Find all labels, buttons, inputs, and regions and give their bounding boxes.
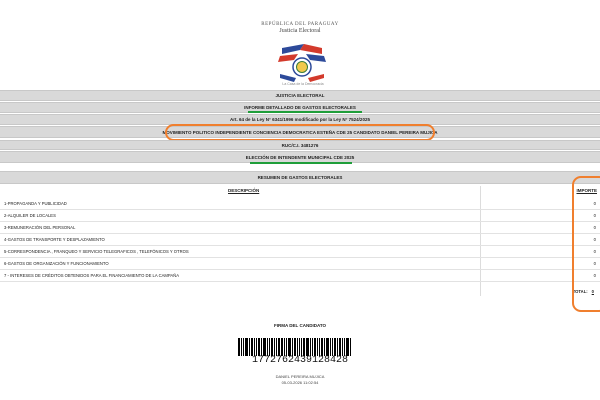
row-description: 6-GASTOS DE ORGANIZACIÓN Y FUNCIONAMIENTO (4, 261, 109, 266)
row-amount: 0 (593, 237, 596, 242)
row-amount: 0 (593, 213, 596, 218)
barcode-bar (344, 338, 345, 356)
logo-tagline: La Casa de la Democracia (282, 82, 324, 86)
barcode-bar (278, 338, 280, 356)
movement-name: MOVIMIENTO POLITICO INDEPENDIENTE CONCIENCIA DEMOCRATICA ESTEÑA CDE 25 CANDIDATO DANIEL PEREIRA MUJICA (162, 130, 438, 135)
barcode-bar (330, 338, 331, 356)
row-description: 2-ALQUILER DE LOCALES (4, 213, 56, 218)
row-description: 5-CORRESPONDENCIA , FRANQUEO Y SERVICIO TELEGRAFICOS , TELEFÓNICOS Y OTROS (4, 249, 189, 254)
barcode-bar (337, 338, 338, 356)
row-amount: 0 (593, 201, 596, 206)
movement-highlight-box (165, 124, 435, 141)
signer-name: DANIEL PEREIRA MUJICA (275, 374, 325, 379)
barcode-bar (256, 338, 257, 356)
barcode-bar (243, 338, 244, 356)
band-ruc (0, 140, 600, 150)
law-reference: Art. 64 de la Ley N° 6341/1996 modificado por la Ley N° 7524/2025 (230, 117, 370, 122)
barcode-bar (306, 338, 309, 356)
table-row (0, 198, 600, 210)
table-row (0, 258, 600, 270)
barcode-bar (292, 338, 293, 356)
barcode-bar (303, 338, 305, 356)
table-row (0, 222, 600, 234)
summary-table-title: RESUMEN DE GASTOS ELECTORALES (0, 171, 600, 184)
barcode-bar (301, 338, 302, 356)
republic-label: REPÚBLICA DEL PARAGUAY (261, 22, 339, 27)
barcode-bar (238, 338, 240, 356)
ruc-number: RUC/C.I. 3481276 (281, 143, 319, 148)
column-header-description: DESCRIPCIÓN (228, 188, 260, 193)
signer-block (0, 374, 600, 386)
barcode-bar (310, 338, 311, 356)
barcode-bar (269, 338, 270, 356)
band-title (0, 90, 600, 101)
barcode-bar (261, 338, 262, 356)
row-description: 4-GASTOS DE TRANSPORTE Y DESPLAZAMIENTO (4, 237, 105, 242)
report-underline (248, 111, 362, 113)
barcode-bar (288, 338, 291, 356)
barcode-bar (332, 338, 333, 356)
barcode-bar (286, 338, 287, 356)
total-label: TOTAL: (572, 289, 588, 294)
band-title-text: JUSTICIA ELECTORAL (275, 93, 325, 98)
row-amount: 0 (593, 249, 596, 254)
barcode-bar (245, 338, 248, 356)
amount-highlight-box (572, 176, 600, 312)
row-amount: 0 (593, 225, 596, 230)
row-amount: 0 (593, 261, 596, 266)
barcode-bar (326, 338, 329, 356)
election-name: ELECCIÓN DE INTENDENTE MUNICIPAL CDE 2025 (245, 155, 355, 160)
barcode-bar (314, 338, 316, 356)
barcode-bar (258, 338, 260, 356)
row-amount: 0 (593, 273, 596, 278)
row-description: 7 - INTERESES DE CRÉDITOS OBTENIDOS PARA EL FINANCIAMIENTO DE LA CAMPAÑA (4, 273, 179, 278)
barcode-bar (251, 338, 253, 356)
barcode-image (238, 338, 364, 356)
barcode-bar (339, 338, 341, 356)
column-header-amount: IMPORTE (576, 188, 597, 193)
election-underline (250, 162, 352, 164)
table-row (0, 246, 600, 258)
barcode-bar (254, 338, 255, 356)
barcode-bar (350, 338, 351, 356)
table-row (0, 210, 600, 222)
institution-label: Justicia Electoral (279, 28, 321, 34)
barcode-bar (299, 338, 300, 356)
barcode-bar (267, 338, 268, 356)
table-row (0, 234, 600, 246)
barcode-bar (321, 338, 323, 356)
barcode-bar (284, 338, 285, 356)
barcode-bar (334, 338, 336, 356)
barcode-bar (274, 338, 275, 356)
signature-datetime: 05-03-2026 11:02:54 (281, 380, 319, 385)
barcode-bar (249, 338, 250, 356)
barcode-bar (241, 338, 242, 356)
table-row (0, 270, 600, 282)
barcode-bar (271, 338, 273, 356)
barcode-bar (342, 338, 343, 356)
row-description: 1-PROPAGANDA Y PUBLICIDAD (4, 201, 67, 206)
barcode-bar (263, 338, 266, 356)
barcode-bar (346, 338, 349, 356)
barcode-bar (294, 338, 296, 356)
barcode-bar (281, 338, 283, 356)
total-value: 0 (591, 289, 594, 294)
barcode-bar (312, 338, 313, 356)
barcode-bar (276, 338, 277, 356)
row-description: 3-REMUNERACIÓN DEL PERSONAL (4, 225, 76, 230)
barcode-number: 1772762439128428 (251, 355, 348, 366)
barcode-bar (319, 338, 320, 356)
barcode-bar (297, 338, 298, 356)
document-header (0, 22, 600, 34)
justicia-electoral-logo-icon (274, 40, 330, 86)
barcode-bar (324, 338, 325, 356)
report-title: INFORME DETALLADO DE GASTOS ELECTORALES (244, 105, 356, 110)
signature-label: FIRMA DEL CANDIDATO (273, 323, 327, 328)
barcode-bar (317, 338, 318, 356)
